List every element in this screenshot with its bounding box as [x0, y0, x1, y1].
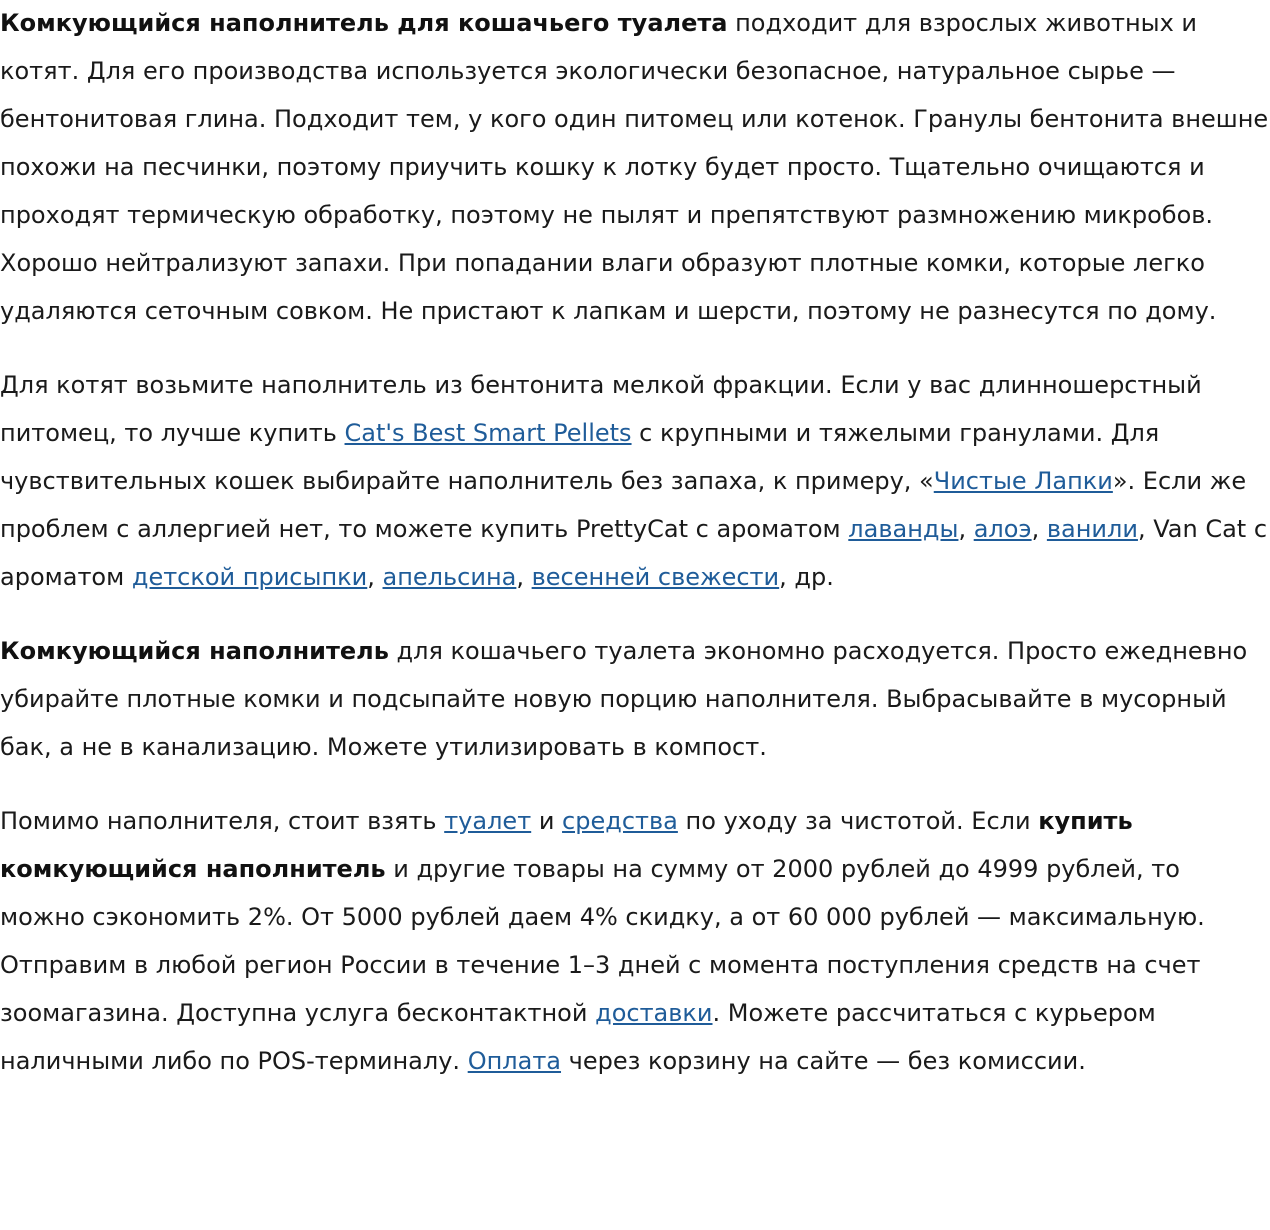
separator: , [958, 515, 974, 543]
separator: , [367, 563, 383, 591]
link-orange[interactable]: апельсина [382, 563, 517, 591]
separator: , [516, 563, 532, 591]
text: ». Если же проблем с аллергией нет, то можете купить PrettyCat с ароматом [0, 467, 1247, 543]
paragraph-recommendations [0, 361, 1270, 601]
text: и [531, 807, 563, 835]
link-baby-powder[interactable]: детской присыпки [131, 563, 368, 591]
text: . Можете рассчитаться с курьером наличными либо по POS-терминалу. [0, 999, 1156, 1075]
link-delivery[interactable]: доставки [595, 999, 713, 1027]
text: Помимо наполнителя, стоит взять [0, 807, 445, 835]
text: , Van Cat с ароматом [0, 515, 1268, 591]
link-lavender[interactable]: лаванды [848, 515, 959, 543]
link-payment[interactable]: Оплата [467, 1047, 562, 1075]
link-vanilla[interactable]: ванили [1046, 515, 1138, 543]
text: по уходу за чистотой. Если [677, 807, 1039, 835]
link-toilet[interactable]: туалет [444, 807, 532, 835]
paragraph-intro [0, 0, 1270, 335]
paragraph-shopping [0, 797, 1270, 1085]
link-cats-best-smart-pellets[interactable]: Cat's Best Smart Pellets [344, 419, 632, 447]
bold-clumping-litter: Комкующийся наполнитель [0, 637, 389, 665]
link-chistye-lapki[interactable]: Чистые Лапки [933, 467, 1113, 495]
text: Для котят возьмите наполнитель из бентонита мелкой фракции. Если у вас длинношерстный питомец, то лучше купить [0, 371, 1202, 447]
bold-product-name: Комкующийся наполнитель для кошачьего туалета [0, 9, 728, 37]
link-spring-freshness[interactable]: весенней свежести [531, 563, 780, 591]
text: и другие товары на сумму от 2000 рублей до 4999 рублей, то можно сэкономить 2%. От 5000 рублей даем 4% скидку, а от 60 000 рублей — максимальную. Отправим в любой регион России в течение 1–3 дней с момента поступления средств на счет зоомагазина. Доступна услуга бесконтактной [0, 855, 1205, 1027]
paragraph-usage [0, 627, 1270, 771]
link-cleaning-means[interactable]: средства [562, 807, 678, 835]
link-aloe[interactable]: алоэ [973, 515, 1032, 543]
text: через корзину на сайте — без комиссии. [561, 1047, 1086, 1075]
text: с крупными и тяжелыми гранулами. Для чувствительных кошек выбирайте наполнитель без запаха, к примеру, « [0, 419, 1160, 495]
text: , др. [779, 563, 834, 591]
intro-text: подходит для взрослых животных и котят. Для его производства используется экологически безопасное, натуральное сырье — бентонитовая глина. Подходит тем, у кого один питомец или котенок. Гранулы бентонита внешне похожи на песчинки, поэтому приучить кошку к лотку будет просто. Тщательно очищаются и проходят термическую обработку, поэтому не пылят и препятствуют размножению микробов. Хорошо нейтрализуют запахи. При попадании влаги образуют плотные комки, которые легко удаляются сеточным совком. Не пристают к лапкам и шерсти, поэтому не разнесутся по дому. [0, 9, 1269, 325]
usage-text: для кошачьего туалета экономно расходуется. Просто ежедневно убирайте плотные комки и подсыпайте новую порцию наполнителя. Выбрасывайте в мусорный бак, а не в канализацию. Можете утилизировать в компост. [0, 637, 1248, 761]
separator: , [1031, 515, 1047, 543]
bold-buy-clumping-litter: купить комкующийся наполнитель [0, 807, 1133, 883]
